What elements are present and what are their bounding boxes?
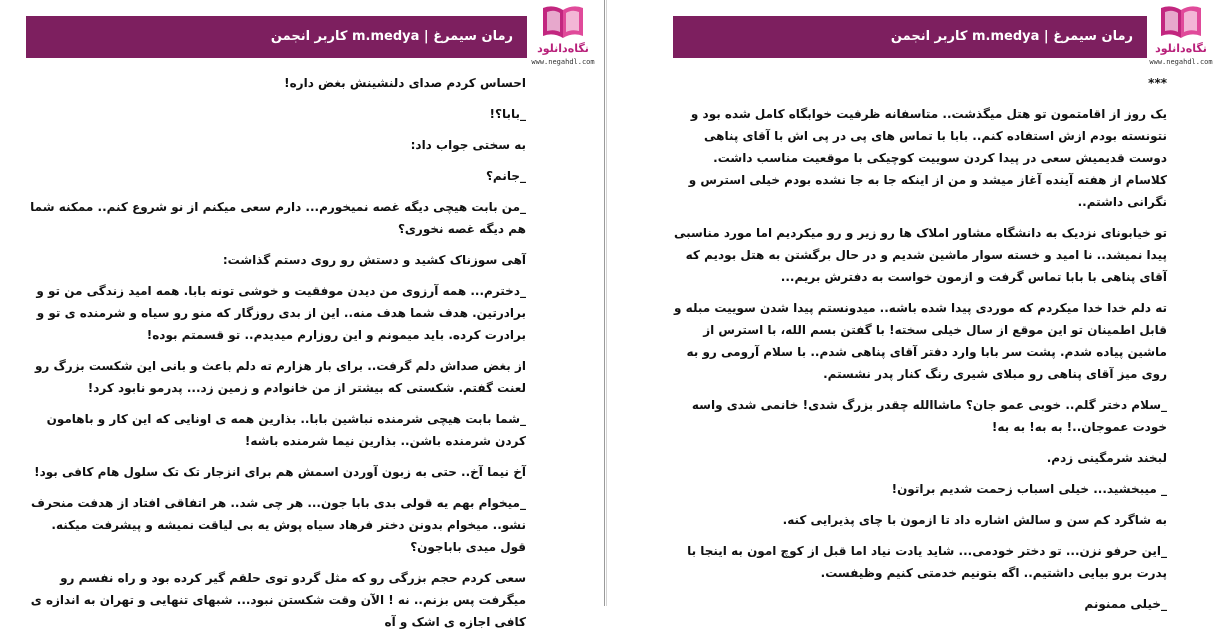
paragraph: تو خیابونای نزدیک به دانشگاه مشاور املاک ها رو زیر و رو میکردیم اما مورد مناسبی پیدا نمیشد.. نا امید و خسته سوار ماشین شدیم و در حال برگشتن به هتل بودیم که آقای پناهی با بابا تماس گرفت و ازمون خواست به دفترش بریم... bbox=[674, 226, 1167, 284]
paragraph: _خیلی ممنونم bbox=[1084, 597, 1167, 611]
paragraph: _شما بابت هیچی شرمنده نباشین بابا.. بذارین همه ی اونایی که این کار و باهامون کردن شرمنده باشن.. بذارین نیما شرمنده باشه! bbox=[46, 412, 526, 448]
paragraph: به شاگرد کم سن و سالش اشاره داد تا ازمون با چای پذیرایی کنه. bbox=[782, 513, 1167, 527]
right-page bbox=[607, 0, 1216, 611]
left-page bbox=[0, 0, 604, 629]
section-separator: *** bbox=[1148, 76, 1167, 90]
paragraph: لبخند شرمگینی زدم. bbox=[1046, 451, 1167, 465]
page-body bbox=[673, 72, 1167, 624]
page-header-title: رمان سیمرغ | m.medya کاربر انجمن bbox=[26, 16, 527, 58]
paragraph: _این حرفو نزن... تو دختر خودمی... شاید یادت نیاد اما قبل از کوچ امون به اینجا با پدرت برو بیایی داشتیم.. اگه بتونیم خدمتی کنیم وظیفست. bbox=[687, 544, 1167, 580]
paragraph: از بغض صداش دلم گرفت.. برای بار هزارم ته دلم باعث و بانی این شکست بزرگ رو لعنت گفتم. شکستی که بیشتر از من خانوادم و زمین زد... پدرمو نابود کرد! bbox=[34, 359, 526, 395]
paragraph: یک روز از اقامتمون تو هتل میگذشت.. متاسفانه ظرفیت خوابگاه کامل شده بود و نتونسته بودم ازش استفاده کنم.. بابا با تماس های پی در پی اش با آقای پناهی دوست قدیمیش سعی در پیدا کردن سوییت کوچیکی با موقعیت مناسب داشت. کلاسام از هفته آینده آغاز میشد و من از اینکه جا به جا نشده بودم خیلی استرس و نگرانی داشتم.. bbox=[688, 107, 1167, 209]
paragraph: _سلام دختر گلم.. خوبی عمو جان؟ ماشاالله چقدر بزرگ شدی! خانمی شدی واسه خودت عموجان..! به به! به به! bbox=[691, 398, 1167, 434]
logo-text: نگاه‌دانلود bbox=[537, 42, 589, 55]
logo-text: نگاه‌دانلود bbox=[1155, 42, 1207, 55]
paragraph: _بابا؟! bbox=[489, 107, 526, 121]
book-logo-icon bbox=[539, 2, 587, 42]
page-divider bbox=[604, 0, 605, 606]
page-body bbox=[26, 72, 526, 642]
paragraph: _جانم؟ bbox=[485, 169, 526, 183]
paragraph: ته دلم خدا خدا میکردم که موردی پیدا شده باشه.. میدونستم پیدا شدن سوییت مبله و قابل اطمینان تو این موقع از سال خیلی سخته! با گفتن بسم الله، با استرس از ماشین پیاده شدم. پشت سر بابا وارد دفتر آقای پناهی شدم.. با سلام آرومی رو به روی میز آقای پناهی رو مبلای شیری رنگ کنار پدر نشستم. bbox=[674, 301, 1167, 381]
brand-logo bbox=[1145, 2, 1217, 70]
page-header-title: رمان سیمرغ | m.medya کاربر انجمن bbox=[673, 16, 1147, 58]
paragraph: _میخوام بهم یه قولی بدی بابا جون... هر چی شد.. هر اتفاقی افتاد از هدفت منحرف نشو.. میخوام بدونن دختر فرهاد سیاه پوش یه بی لیاقت نمیشه و پیشرفت میکنه. قول میدی باباجون؟ bbox=[31, 496, 526, 554]
brand-logo bbox=[527, 2, 599, 70]
paragraph: به سختی جواب داد: bbox=[410, 138, 526, 152]
book-logo-icon bbox=[1157, 2, 1205, 42]
paragraph: _ میبخشید... خیلی اسباب زحمت شدیم براتون! bbox=[891, 482, 1167, 496]
logo-url: www.negahdl.com bbox=[1149, 58, 1213, 66]
paragraph: _من بابت هیچی دیگه غصه نمیخورم... دارم سعی میکنم از نو شروع کنم.. ممکنه شما هم دیگه غصه نخوری؟ bbox=[30, 200, 526, 236]
paragraph: سعی کردم حجم بزرگی رو که مثل گردو توی حلقم گیر کرده بود و راه نفسم رو میگرفت پس بزنم.. نه ! الآن وقت شکستن نبود... شبهای تنهایی و تهران به اندازه ی کافی اجازه ی اشک و آه bbox=[30, 571, 526, 629]
paragraph: آهی سوزناک کشید و دستش رو روی دستم گذاشت: bbox=[222, 253, 526, 267]
logo-url: www.negahdl.com bbox=[531, 58, 595, 66]
paragraph: احساس کردم صدای دلنشینش بغض داره! bbox=[284, 76, 526, 90]
paragraph: آخ نیما آخ.. حتی به زبون آوردن اسمش هم برای انزجار تک تک سلول هام کافی بود! bbox=[34, 465, 526, 479]
paragraph: _دخترم... همه آرزوی من دیدن موفقیت و خوشی تونه بابا. همه امید زندگی من تو و برادرتین. هدف شما هدف منه.. این از بدی روزگار که منو رو سیاه و شرمنده ی تو و برادرت کرده. باید میمونم و این روزارم میدیدم.. تو قسمتم بوده! bbox=[36, 284, 526, 342]
